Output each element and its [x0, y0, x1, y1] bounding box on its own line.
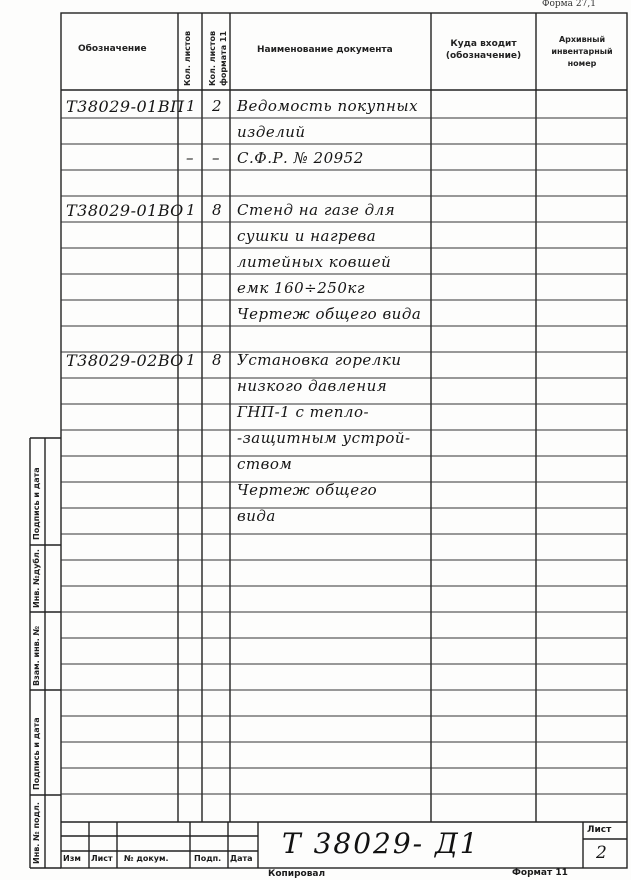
- footer-format: Формат 11: [512, 868, 568, 878]
- document-code: Т 38029- Д1: [282, 827, 480, 860]
- entry-4-name-line-5: ством: [237, 455, 293, 473]
- margin-replace-inv: Взам. инв. №: [32, 625, 41, 686]
- entry-3-name-line-3: литейных ковшей: [237, 253, 392, 271]
- entry-3-format11: 8: [212, 201, 223, 219]
- entry-1-name-line-1: Ведомость покупных: [237, 97, 419, 115]
- entry-4-name-line-7: вида: [237, 507, 276, 525]
- entry-1-designation: Т38029-01ВП: [66, 97, 185, 116]
- title-sign: Подп.: [194, 854, 222, 863]
- sheet-label: Лист: [587, 825, 612, 835]
- header-where-included: Куда входит (обозначение): [445, 39, 522, 61]
- entry-4-format11: 8: [212, 351, 223, 369]
- header-name: Наименование документа: [257, 45, 393, 55]
- entry-1-name-line-2: изделий: [237, 123, 306, 141]
- entry-3-name-line-1: Стенд на газе для: [237, 201, 396, 219]
- margin-dup-inv: Инв. №дубл.: [32, 549, 41, 608]
- entry-4-designation: Т38029-02ВО: [66, 351, 184, 370]
- header-sheets-format: Кол. листов формата 11: [208, 30, 228, 86]
- header-designation: Обозначение: [78, 44, 147, 54]
- title-izm: Изм: [63, 854, 81, 863]
- entry-2-format11: –: [212, 149, 220, 167]
- footer-copied: Копировал: [268, 869, 326, 879]
- entry-4-name-line-2: низкого давления: [237, 377, 388, 395]
- margin-sign-date-1: Подпись и дата: [32, 467, 41, 540]
- entry-4-name-line-4: -защитным устрой-: [237, 429, 411, 447]
- title-doc-no: № докум.: [124, 854, 169, 863]
- title-date: Дата: [230, 854, 253, 863]
- entry-4-name-line-3: ГНП-1 с тепло-: [237, 403, 370, 421]
- form-label: Форма 27,1: [542, 0, 596, 9]
- sheet-number: 2: [596, 843, 608, 863]
- entry-2-sheets: –: [186, 149, 194, 167]
- margin-orig-inv: Инв. № подл.: [32, 802, 41, 864]
- entry-3-designation: Т38029-01ВО: [66, 201, 184, 220]
- title-list: Лист: [91, 854, 113, 863]
- entry-3-sheets: 1: [186, 201, 197, 219]
- entry-3-name-line-4: емк 160÷250кг: [237, 279, 365, 297]
- entry-2-name-line-1: С.Ф.Р. № 20952: [237, 149, 364, 167]
- entry-1-format11: 2: [212, 97, 223, 115]
- entry-4-name-line-1: Установка горелки: [237, 351, 402, 369]
- entry-1-sheets: 1: [186, 97, 197, 115]
- header-sheets-count: Кол. листов: [183, 30, 192, 86]
- header-archive: Архивный инвентарный номер: [551, 35, 613, 68]
- entry-4-name-line-6: Чертеж общего: [237, 481, 378, 499]
- margin-sign-date-2: Подпись и дата: [32, 717, 41, 790]
- entry-3-name-line-2: сушки и нагрева: [237, 227, 377, 245]
- entry-3-name-line-5: Чертеж общего вида: [237, 305, 422, 323]
- entry-4-sheets: 1: [186, 351, 197, 369]
